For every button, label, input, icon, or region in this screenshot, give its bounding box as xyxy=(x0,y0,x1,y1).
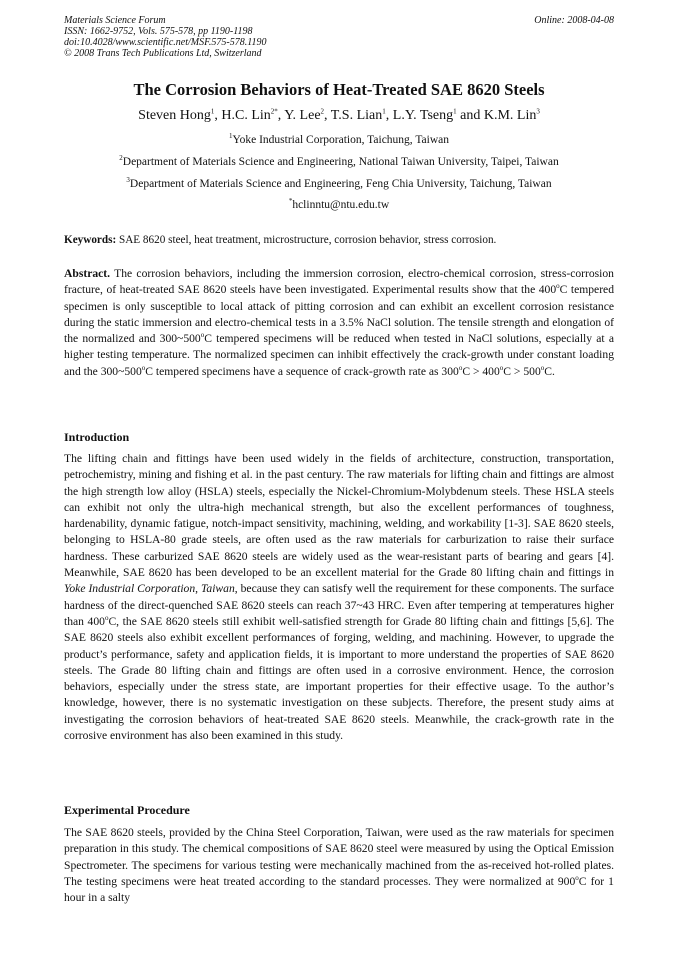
journal-header xyxy=(64,15,614,59)
author-separator: , xyxy=(385,108,393,123)
degree-mark: o xyxy=(575,874,579,883)
body-text: , because they can satisfy well the requirement for these components. The surface hardness of the direct-quenched SAE 8620 steels can reach 37~43 HRC. Even after tempering at temperatures higher than 400 xyxy=(64,582,615,628)
degree-mark: o xyxy=(499,363,504,372)
body-text: C for 1 hour in a salty xyxy=(64,874,614,905)
author-name: Steven Hong xyxy=(138,108,211,123)
country-name: Taiwan xyxy=(201,582,235,596)
affiliation-2 xyxy=(64,156,614,168)
author-name: T.S. Lian xyxy=(330,108,383,123)
abstract xyxy=(64,266,614,380)
affiliation-mark: 3 xyxy=(126,176,130,185)
corresponding-mark: * xyxy=(288,197,293,206)
affiliation-1 xyxy=(64,134,614,146)
doi: doi:10.4028/www.scientific.net/MSF.575-578.1190 xyxy=(64,37,267,48)
degree-mark: o xyxy=(141,363,146,372)
author-name: K.M. Lin xyxy=(483,108,537,123)
body-text: The SAE 8620 steels, provided by the China Steel Corporation, Taiwan, were used as the raw materials for specimen preparation in this study. The chemical compositions of SAE 8620 steel were measured by using the Optical Emission Spectrometer. The specimens for various testing were mechanically machined from the as-received hot-rolled plates. The testing specimens were heat treated according to the standard processes. They were normalized at 900 xyxy=(64,826,614,888)
author-affiliation-mark: 1 xyxy=(382,107,386,116)
introduction-paragraph xyxy=(64,451,614,744)
abstract-text: C. xyxy=(544,364,555,378)
author-separator: , xyxy=(324,108,331,123)
abstract-text: C tempered specimens will be reduced when tested in NaCl solutions, especially at a higher testing temperature. The normalized specimen can inhibit effectively the crack-growth under constant loading and the 300~500 xyxy=(64,332,614,378)
author-separator: and xyxy=(456,108,484,123)
author-list xyxy=(64,108,614,124)
degree-mark: o xyxy=(104,614,109,623)
body-text: , xyxy=(195,582,202,596)
issn: ISSN: 1662-9752, Vols. 575-578, pp 1190-1198 xyxy=(64,26,253,37)
body-text: The lifting chain and fittings have been used widely in the fields of architecture, construction, transportation, petrochemistry, mining and fishing et al. in the past century. The raw materials for lifting chain and fittings are almost the high strength low alloy (HSLA) steels, especially the Nickel-Chromium-Molybdenum steels. These HSLA steels can exhibit not only the ultra-high mechanical strength, but also the excellent performances of toughness, hardenability, dynamic fatigue, notch-impact sensitivity, machining, welding, and workability [1-3]. SAE 8620 steels, belonging to HSLA-80 grade steels, are often used as the raw materials for carburization to raise their surface hardness. These carburized SAE 8620 steels are widely used as the wear-resistant parts of bearing and gears [4]. Meanwhile, SAE 8620 has been developed to be an excellent material for the Grade 80 lifting chain and fittings in xyxy=(64,452,614,580)
corresponding-email xyxy=(64,199,614,211)
abstract-text: C tempered specimen is only susceptible to local attack of pitting corrosion and can exhibit an excellent corrosion resistance during the static immersion and electro-chemical tests in a 3.5% NaCl solution. The tensile strength and elongation of the normalized and 300~500 xyxy=(64,283,614,346)
online-date: Online: 2008-04-08 xyxy=(534,15,614,26)
affiliation-mark: 1 xyxy=(228,132,233,141)
author-name: Y. Lee xyxy=(284,108,321,123)
journal-info xyxy=(64,15,614,59)
abstract-text: The corrosion behaviors, including the immersion corrosion, electro-chemical corrosion, stress-corrosion fracture, of heat-treated SAE 8620 steels have been investigated. Experimental results show that the 400 xyxy=(64,267,614,297)
abstract-text: C tempered specimens have a sequence of crack-growth rate as 300 xyxy=(145,364,459,378)
degree-mark: o xyxy=(200,331,205,340)
abstract-label: Abstract. xyxy=(64,267,111,280)
copyright: © 2008 Trans Tech Publications Ltd, Switzerland xyxy=(64,48,262,59)
abstract-text: C > 500 xyxy=(503,364,541,378)
affiliation-text: Yoke Industrial Corporation, Taichung, Taiwan xyxy=(232,134,450,146)
paper-title: The Corrosion Behaviors of Heat-Treated SAE 8620 Steels xyxy=(133,80,545,99)
affiliation-mark: 2 xyxy=(119,154,123,163)
author-affiliation-mark: 2 xyxy=(320,107,325,116)
degree-mark: o xyxy=(556,282,560,291)
author-affiliation-mark: 2* xyxy=(270,107,278,116)
abstract-text: C > 400 xyxy=(462,364,500,378)
author-affiliation-mark: 1 xyxy=(210,107,215,116)
keywords-label: Keywords: xyxy=(64,234,117,246)
author-name: L.Y. Tseng xyxy=(392,108,454,123)
journal-name: Materials Science Forum xyxy=(64,15,166,26)
experimental-paragraph xyxy=(64,825,614,906)
affiliation-text: Department of Materials Science and Engineering, National Taiwan University, Taipei, Taiwan xyxy=(122,156,559,168)
degree-mark: o xyxy=(458,363,463,372)
affiliation-3 xyxy=(64,178,614,190)
author-name: H.C. Lin xyxy=(221,108,271,123)
author-separator: , xyxy=(277,108,285,123)
author-separator: , xyxy=(214,108,222,123)
keywords xyxy=(64,232,614,248)
section-heading-introduction: Introduction xyxy=(64,430,130,444)
affiliation-text: Department of Materials Science and Engineering, Feng Chia University, Taichung, Taiwan xyxy=(129,178,552,190)
degree-mark: o xyxy=(540,363,545,372)
email-address: hclinntu@ntu.edu.tw xyxy=(292,199,390,211)
body-text: C, the SAE 8620 steels still exhibit well-satisfied strength for Grade 80 lifting chain and fittings [5,6]. The SAE 8620 steels also exhibit excellent performances of forging, welding, and machining. However, to upgrade the product’s performance, safety and application fields, it is important to more understand the properties of SAE 8620 steels. The Grade 80 lifting chain and fittings are often used in a corrosive environment. Hence, the corrosion behaviors, especially under the stress state, are important properties for their effective usage. To the author’s knowledge, however, there is no systematic investigation on these subjects. Therefore, the present study aims at investigating the corrosion behaviors of heat-treated SAE 8620 steels. Meanwhile, the crack-growth rate in the corrosive environment has also been examined in this study. xyxy=(64,614,614,743)
keywords-text: SAE 8620 steel, heat treatment, microstructure, corrosion behavior, stress corrosion. xyxy=(119,234,497,246)
section-heading-experimental: Experimental Procedure xyxy=(64,803,190,817)
author-affiliation-mark: 1 xyxy=(453,107,457,116)
author-affiliation-mark: 3 xyxy=(536,107,540,116)
company-name: Yoke Industrial Corporation xyxy=(64,582,196,596)
